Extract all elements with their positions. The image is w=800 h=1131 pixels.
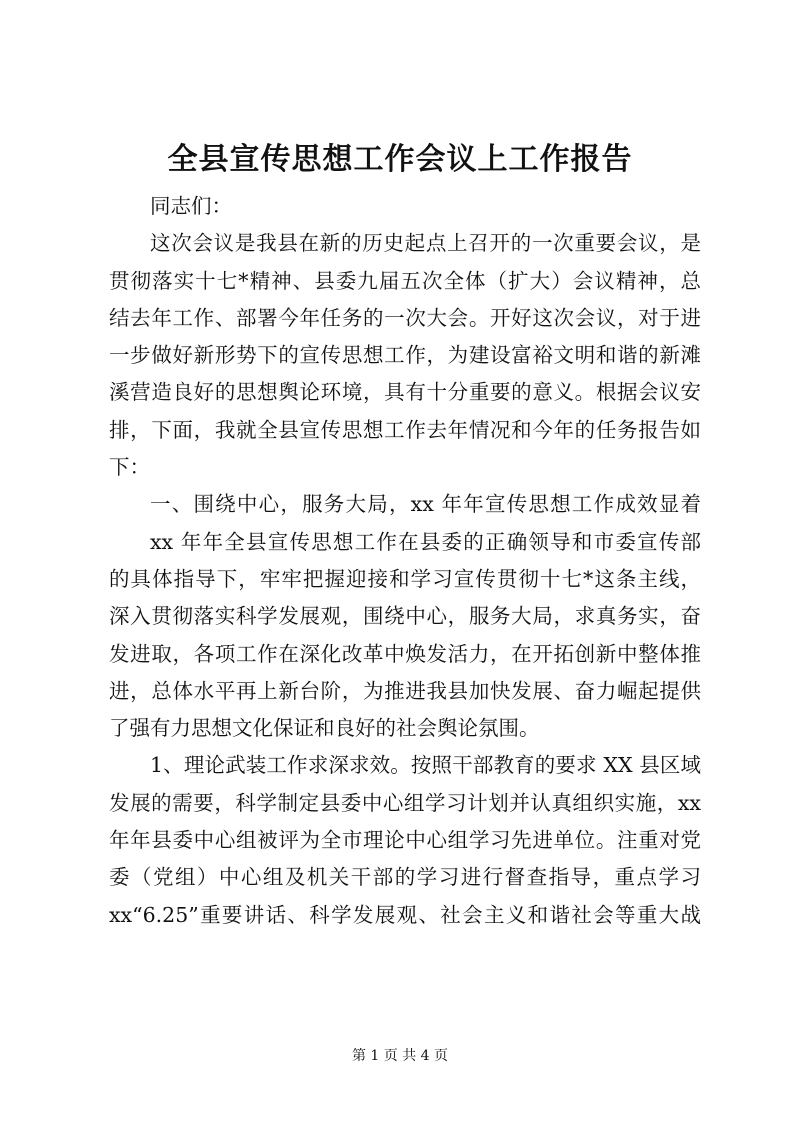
- body-line: 结去年工作、部署今年任务的一次大会。开好这次会议，对于进: [109, 305, 701, 330]
- body-line: 了强有力思想文化保证和良好的社会舆论氛围。: [109, 716, 540, 741]
- document-body: [109, 188, 701, 934]
- body-line: 这次会议是我县在新的历史起点上召开的一次重要会议，是: [150, 231, 701, 256]
- body-line: 发展的需要，科学制定县委中心组学习计划并认真组织实施，xx: [109, 790, 701, 815]
- body-line: 排，下面，我就全县宣传思想工作去年情况和今年的任务报告如: [109, 417, 701, 442]
- body-line: xx 年年全县宣传思想工作在县委的正确领导和市委宣传部: [150, 529, 701, 554]
- body-line: 溪营造良好的思想舆论环境，具有十分重要的意义。根据会议安: [109, 380, 701, 405]
- salutation-line: 同志们：: [150, 194, 232, 218]
- body-line: 深入贯彻落实科学发展观，围绕中心，服务大局，求真务实，奋: [109, 604, 701, 629]
- body-line: 的具体指导下，牢牢把握迎接和学习宣传贯彻十七*这条主线，: [109, 566, 701, 591]
- body-line: 下：: [109, 455, 150, 480]
- body-line: xx“6.25”重要讲话、科学发展观、社会主义和谐社会等重大战: [109, 902, 701, 927]
- body-line: 发进取，各项工作在深化改革中焕发活力，在开拓创新中整体推: [109, 641, 701, 666]
- body-line: 1、理论武装工作求深求效。按照干部教育的要求 XX 县区域: [150, 753, 701, 778]
- body-line: 年年县委中心组被评为全市理论中心组学习先进单位。注重对党: [109, 828, 701, 853]
- body-line: 委（党组）中心组及机关干部的学习进行督查指导，重点学习: [109, 865, 701, 890]
- body-line: 贯彻落实十七*精神、县委九届五次全体（扩大）会议精神，总: [109, 268, 701, 293]
- section-heading: 一、围绕中心，服务大局，xx 年年宣传思想工作成效显着: [150, 492, 701, 517]
- body-line: 一步做好新形势下的宣传思想工作，为建设富裕文明和谐的新滩: [109, 343, 701, 368]
- page-footer: 第 1 页 共 4 页: [351, 1048, 449, 1064]
- document-title: 全县宣传思想工作会议上工作报告: [167, 142, 633, 177]
- body-line: 进，总体水平再上新台阶，为推进我县加快发展、奋力崛起提供: [109, 678, 701, 703]
